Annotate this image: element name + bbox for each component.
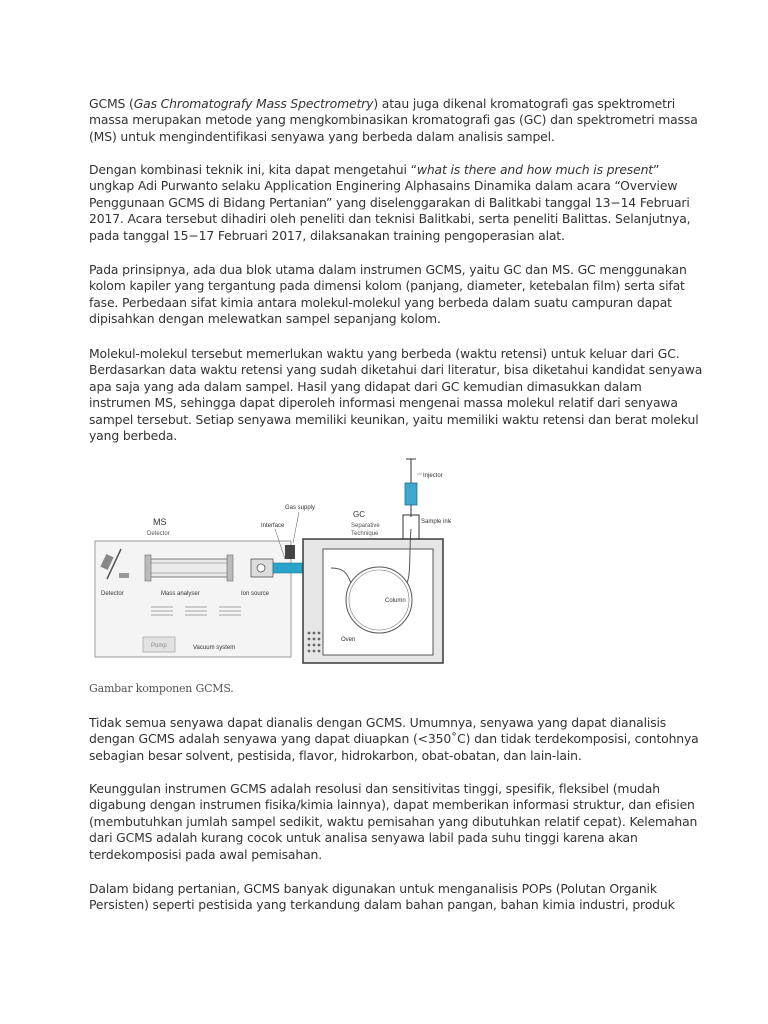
- text-line: [89, 129, 679, 145]
- paragraph-principle: [89, 262, 687, 328]
- figure-caption: Gambar komponen GCMS.: [89, 682, 234, 695]
- text-line: [89, 797, 695, 813]
- text-line: [89, 830, 679, 846]
- text-run: Penggunaan GCMS di Bidang Pertanian” yang diselenggarakan di Balitkabi tanggal 13−14 Februari: [89, 194, 690, 210]
- text-run: dipisahkan dengan melewatkan sampel sepanjang kolom.: [89, 311, 441, 327]
- text-line: [89, 96, 679, 112]
- text-line: [89, 278, 685, 294]
- oven-label: Oven: [341, 637, 356, 643]
- text-line: [89, 194, 690, 211]
- italic-text: Gas Chromatografy Mass Spectrometry: [133, 96, 374, 111]
- mass-analyser-label: Mass analyser: [161, 591, 200, 597]
- text-run: kolom kapiler yang tergantung pada dimensi kolom (panjang, diameter, ketebalan film) serta sifat: [89, 278, 685, 294]
- paragraph-agriculture: [89, 881, 679, 914]
- text-line: [89, 112, 698, 128]
- text-run: GCMS (: [89, 96, 134, 111]
- injector-label: Injector: [423, 473, 443, 479]
- text-line: [89, 731, 699, 747]
- text-run: (MS) untuk mengindentifikasi senyawa yang berbeda dalam analisis sampel.: [89, 128, 555, 144]
- text-line: [89, 311, 679, 327]
- text-run: ”: [653, 162, 660, 177]
- text-run: massa merupakan metode yang mengkombinasikan kromatografi gas (GC) dan spektrometri massa: [89, 112, 698, 128]
- text-line: [89, 295, 679, 311]
- text-run: pada tanggal 15−17 Februari 2017, dilaksanakan training pengoperasian alat.: [89, 227, 565, 243]
- italic-text: what is there and how much is present: [416, 162, 653, 177]
- text-line: [89, 362, 703, 378]
- injector-icon: [405, 483, 417, 505]
- paragraph-advantages: [89, 781, 698, 863]
- text-run: Keunggulan instrumen GCMS adalah resolusi dan sensitivitas tinggi, spesifik, fleksibel (mudah: [89, 781, 660, 796]
- text-run: dari GCMS adalah kurang cocok untuk analisa senyawa labil pada suhu tinggi karena akan: [89, 830, 638, 846]
- text-line: [89, 162, 679, 178]
- text-run: ungkap Adi Purwanto selaku Application Enginering Alphasains Dinamika dalam acara “Overview: [89, 178, 678, 194]
- text-run: Dengan kombinasi teknik ini, kita dapat mengetahui “: [89, 162, 417, 177]
- text-line: [89, 411, 699, 428]
- sample-inlet-label: Sample inlet: [421, 519, 451, 525]
- paragraph-retention: [89, 346, 703, 444]
- text-run: yang berbeda.: [89, 428, 178, 444]
- text-line: [89, 813, 698, 830]
- gc-technique-label: Technique: [351, 531, 379, 537]
- text-line: [89, 178, 679, 194]
- text-line: [89, 847, 679, 863]
- ms-detector-heading: Detector: [147, 531, 170, 537]
- text-line: [89, 428, 679, 444]
- ion-source-label: Ion source: [241, 591, 270, 597]
- ms-heading: MS: [153, 517, 167, 527]
- text-run: apa saja yang ada dalam sampel. Hasil yang didapat dari GC kemudian dimasukkan dalam: [89, 378, 642, 394]
- mass-analyser-icon: [149, 559, 229, 577]
- text-run: Dalam bidang pertanian, GCMS banyak digunakan untuk menganalisis POPs (Polutan Organik: [89, 881, 657, 896]
- gcms-diagram: [89, 455, 451, 673]
- pump-label: Pump: [151, 643, 167, 649]
- text-run: fase. Perbedaan sifat kimia antara molekul-molekul yang berbeda dalam suatu campuran dapat: [89, 294, 672, 310]
- text-run: sampel tersebut. Setiap senyawa memiliki keunikan, yaitu memiliki waktu retensi dan berat molekul: [89, 411, 699, 427]
- paragraph-compatibility: [89, 715, 699, 764]
- text-run: Persisten) seperti pestisida yang terkandung dalam bahan pangan, bahan kimia industri, produk: [89, 897, 675, 913]
- text-run: instrumen MS, sehingga dapat diperoleh informasi mengenai massa molekul relatif dari senyawa: [89, 395, 678, 411]
- text-run: 2017. Acara tersebut dihadiri oleh peneliti dan teknisi Balitkabi, serta peneliti Balittas. Selanjutnya,: [89, 211, 691, 227]
- gc-oven-chamber: [323, 549, 433, 655]
- text-run: Molekul-molekul tersebut memerlukan waktu yang berbeda (waktu retensi) untuk keluar dari GC.: [89, 346, 680, 361]
- text-run: ) atau juga dikenal kromatografi gas spektrometri: [373, 96, 676, 111]
- text-line: [89, 262, 687, 278]
- text-line: [89, 395, 679, 411]
- gc-separative-label: Separative: [351, 523, 380, 529]
- text-run: (membutuhkan jumlah sampel sedikit, waktu pemisahan yang dibutuhkan relatif cepat). Kelemahan: [89, 813, 698, 829]
- text-run: digabung dengan instrumen fisika/kimia lainnya), dapat memberikan informasi struktur, dan efisien: [89, 797, 695, 813]
- text-run: Pada prinsipnya, ada dua blok utama dalam instrumen GCMS, yaitu GC dan MS. GC menggunakan: [89, 262, 687, 277]
- interface-label: Interface: [261, 523, 285, 529]
- text-line: [89, 781, 679, 797]
- text-line: [89, 379, 679, 395]
- detector-label: Detector: [101, 591, 124, 597]
- text-run: terdekomposisi pada awal pemisahan.: [89, 846, 323, 862]
- text-line: [89, 897, 679, 913]
- paragraph-gcms-intro: [89, 96, 698, 145]
- text-run: dengan GCMS adalah senyawa yang dapat diuapkan (<350˚C) dan tidak terdekomposisi, contohnya: [89, 731, 699, 747]
- column-label: Column: [385, 598, 406, 604]
- text-run: sebagian besar solvent, pestisida, flavor, hidrokarbon, obat-obatan, dan lain-lain.: [89, 747, 582, 763]
- gcms-diagram-svg: [89, 455, 451, 673]
- gc-heading: GC: [353, 510, 365, 519]
- text-run: Tidak semua senyawa dapat dianalis dengan GCMS. Umumnya, senyawa yang dapat dianalisis: [89, 715, 667, 730]
- text-line: [89, 748, 679, 764]
- text-run: Berdasarkan data waktu retensi yang sudah diketahui dari literatur, bisa diketahui kandidat senyawa: [89, 362, 703, 378]
- text-line: [89, 211, 691, 227]
- text-line: [89, 228, 679, 244]
- paragraph-overview-event: [89, 162, 691, 244]
- text-line: [89, 346, 679, 362]
- vacuum-system-label: Vacuum system: [193, 645, 236, 651]
- text-line: [89, 881, 679, 897]
- text-line: [89, 715, 679, 731]
- gas-supply-label: Gas supply: [285, 505, 316, 511]
- gas-supply-icon: [285, 545, 295, 559]
- ms-housing: [95, 541, 291, 657]
